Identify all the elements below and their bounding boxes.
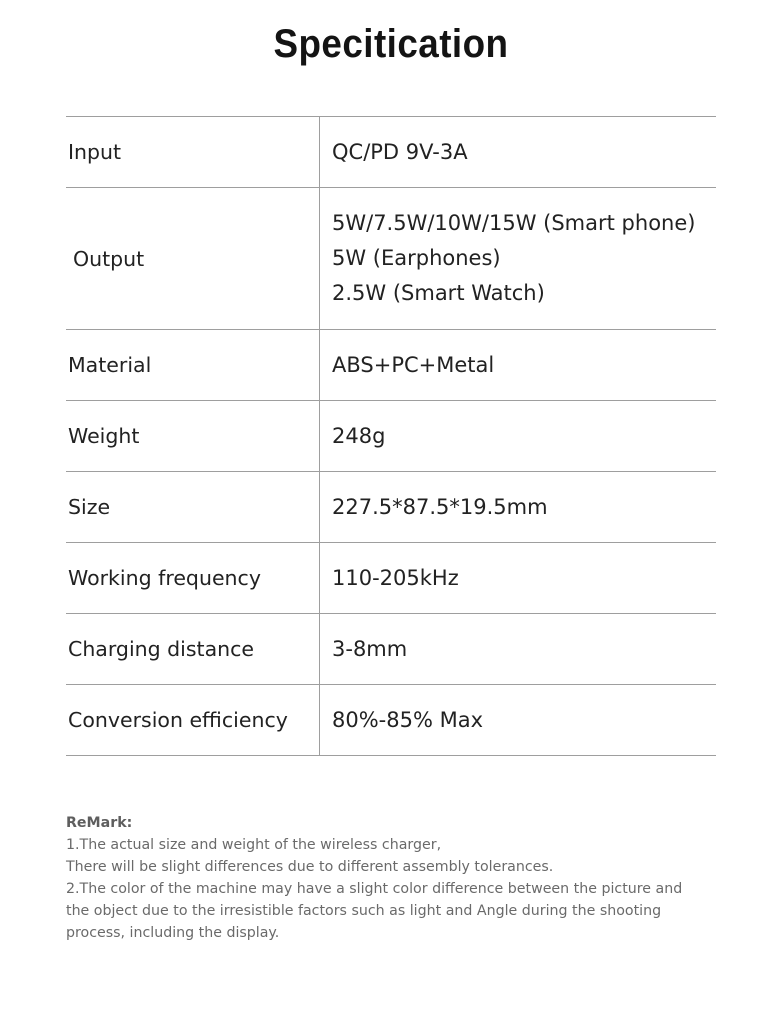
spec-value-line: 2.5W (Smart Watch) (332, 281, 545, 305)
spec-value-line: QC/PD 9V-3A (332, 139, 468, 164)
spec-value (320, 472, 716, 542)
spec-label: Charging distance (66, 614, 320, 684)
spec-value (320, 685, 716, 755)
spec-label: Working frequency (66, 543, 320, 613)
remark-line: 2.The color of the machine may have a slight color difference between the picture and (66, 881, 683, 897)
spec-value-line: 110-205kHz (332, 565, 459, 590)
spec-label: Input (66, 117, 320, 187)
spec-row-output (66, 188, 716, 330)
spec-row-material (66, 330, 716, 401)
spec-value (320, 188, 716, 329)
remark-line: 1.The actual size and weight of the wireless charger, (66, 837, 442, 853)
spec-value-line: 80%-85% Max (332, 707, 484, 732)
remark-line: the object due to the irresistible factors such as light and Angle during the shooting (66, 903, 662, 919)
spec-row-size (66, 472, 716, 543)
spec-label: Output (66, 188, 320, 329)
spec-value-line: 5W (Earphones) (332, 246, 501, 270)
page-title: Specitication (273, 22, 509, 66)
spec-value-line: 5W/7.5W/10W/15W (Smart phone) (332, 211, 696, 235)
spec-value-line: 227.5*87.5*19.5mm (332, 494, 548, 519)
spec-label: Size (66, 472, 320, 542)
remark-line: process, including the display. (66, 925, 280, 941)
spec-label: Conversion efficiency (66, 685, 320, 755)
spec-value-line: 3-8mm (332, 636, 408, 661)
remark-line: There will be slight differences due to different assembly tolerances. (66, 859, 554, 875)
spec-row-weight (66, 401, 716, 472)
spec-value (320, 614, 716, 684)
spec-value (320, 543, 716, 613)
spec-value-line: 248g (332, 423, 386, 448)
spec-value (320, 117, 716, 187)
spec-row-working-frequency (66, 543, 716, 614)
spec-value (320, 330, 716, 400)
spec-value-line: ABS+PC+Metal (332, 352, 495, 377)
spec-table (66, 116, 716, 756)
spec-row-charging-distance (66, 614, 716, 685)
remark-title: ReMark: (66, 815, 133, 831)
remark-section (66, 812, 726, 944)
spec-row-conversion-efficiency (66, 685, 716, 756)
spec-value (320, 401, 716, 471)
spec-label: Weight (66, 401, 320, 471)
spec-label: Material (66, 330, 320, 400)
spec-row-input (66, 117, 716, 188)
